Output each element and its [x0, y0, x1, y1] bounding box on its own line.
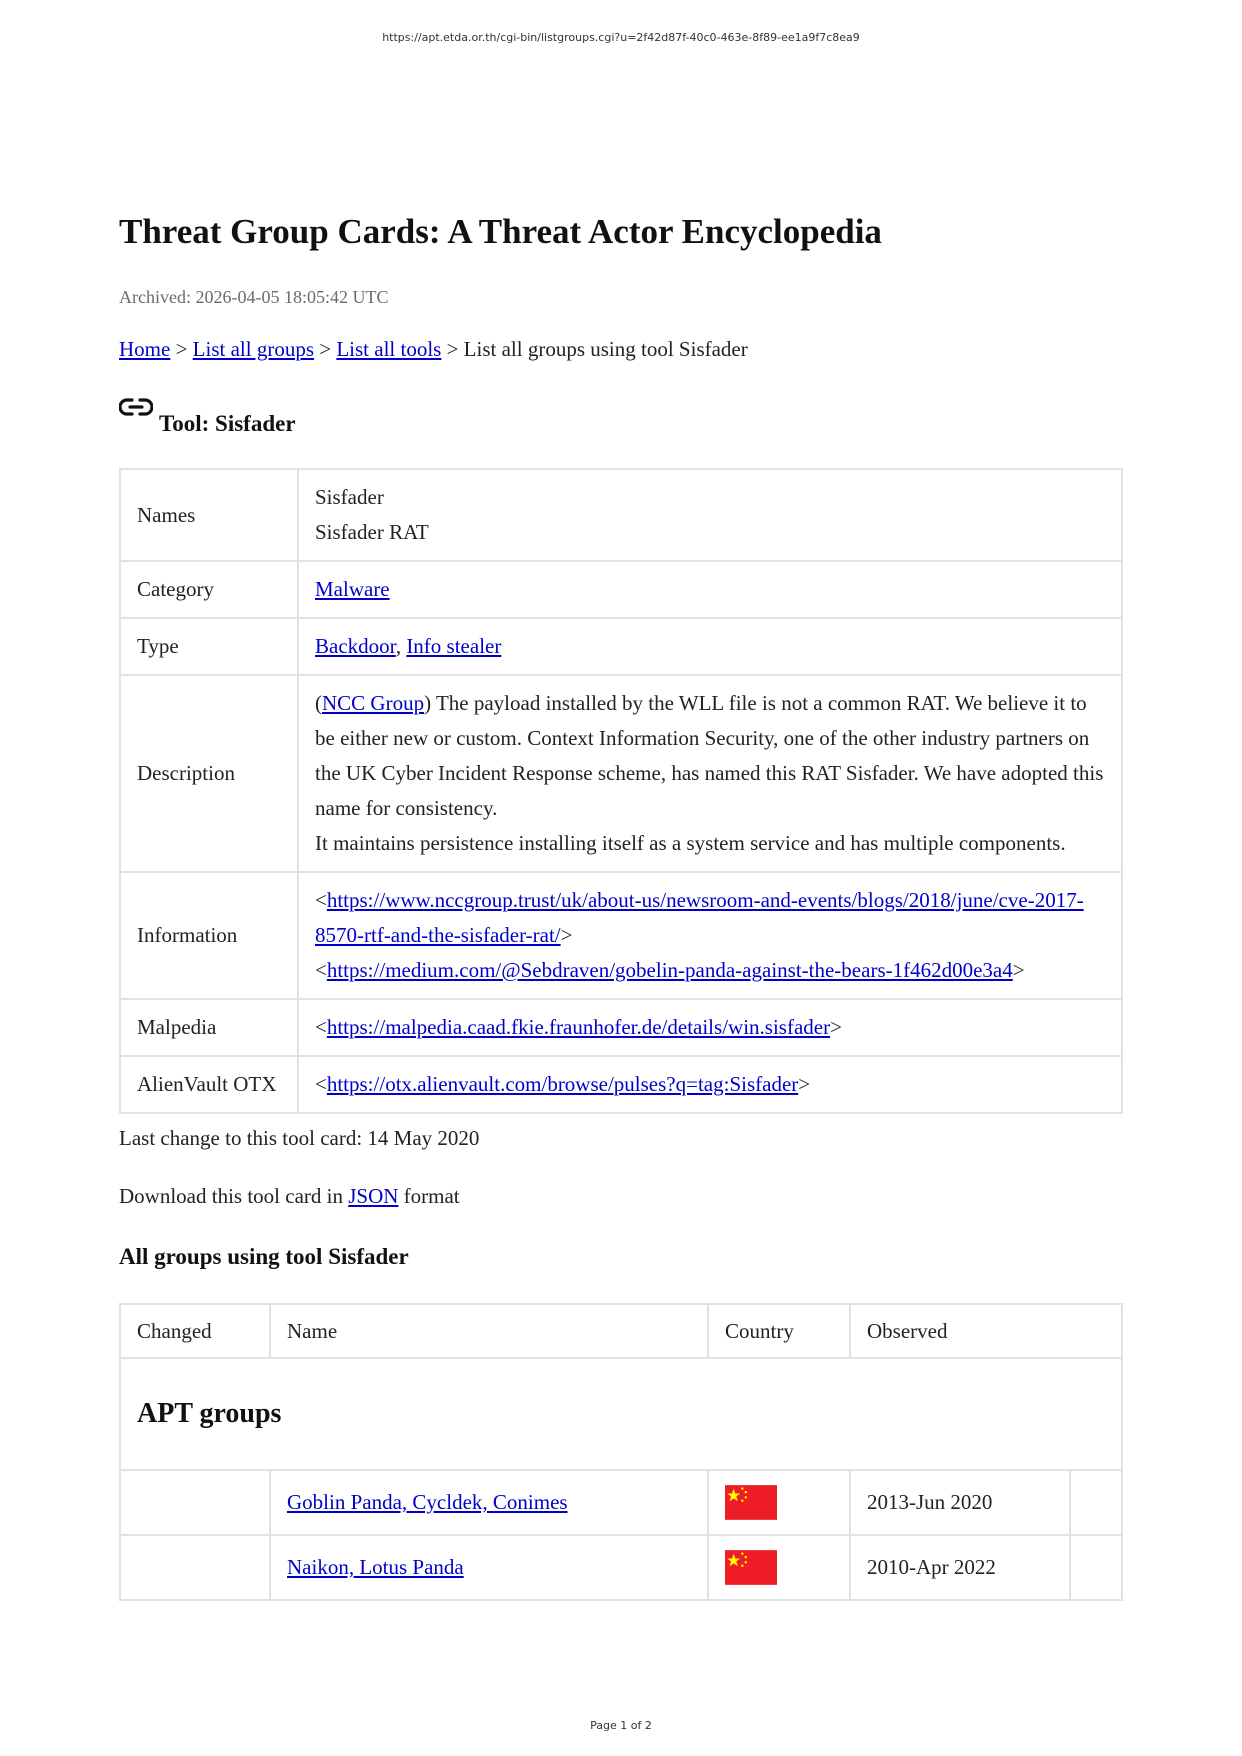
changed-cell [120, 1535, 270, 1600]
observed-cell: 2013-Jun 2020 [850, 1470, 1070, 1535]
malpedia-value [298, 999, 1122, 1056]
names-row [120, 469, 1122, 561]
table-row [120, 1470, 1122, 1535]
angle-open: < [315, 1015, 327, 1039]
section-title [120, 1358, 1122, 1470]
country-cell [708, 1470, 850, 1535]
otx-value [298, 1056, 1122, 1113]
description-paragraph-2: It maintains persistence installing itself as a system service and has multiple components. [315, 831, 1066, 855]
column-header-country: Country [708, 1304, 850, 1358]
tool-heading-text: Tool: Sisfader [159, 411, 296, 436]
angle-close: > [830, 1015, 842, 1039]
country-cell [708, 1535, 850, 1600]
groups-table [119, 1303, 1123, 1601]
category-value [298, 561, 1122, 618]
category-label: Category [120, 561, 298, 618]
angle-open: < [315, 958, 327, 982]
category-row [120, 561, 1122, 618]
group-link-goblin-panda[interactable]: Goblin Panda, Cycldek, Conimes [287, 1490, 568, 1514]
breadcrumb-list-tools-link[interactable]: List all tools [336, 337, 442, 361]
archived-timestamp: Archived: 2026-04-05 18:05:42 UTC [119, 287, 389, 307]
angle-close: > [798, 1072, 811, 1096]
breadcrumb-list-groups-link[interactable]: List all groups [192, 337, 314, 361]
description-paragraph [315, 686, 1105, 826]
type-separator: , [395, 634, 407, 658]
type-info-stealer-link[interactable]: Info stealer [406, 634, 502, 658]
breadcrumb [119, 337, 748, 362]
breadcrumb-separator: > [314, 337, 337, 361]
china-flag-icon [725, 1485, 777, 1520]
group-name-cell [270, 1535, 708, 1600]
groups-heading: All groups using tool Sisfader [119, 1244, 409, 1269]
ncc-group-link[interactable]: NCC Group [322, 691, 425, 715]
information-row [120, 872, 1122, 999]
breadcrumb-current: > List all groups using tool Sisfader [441, 337, 748, 361]
information-item [315, 953, 1105, 988]
description-open-paren: ( [315, 691, 322, 715]
information-item [315, 883, 1105, 953]
description-label: Description [120, 675, 298, 872]
groups-table-header [120, 1304, 1122, 1358]
otx-label: AlienVault OTX [120, 1056, 298, 1113]
group-link-naikon[interactable]: Naikon, Lotus Panda [287, 1555, 464, 1579]
page-url-header: https://apt.etda.or.th/cgi-bin/listgroups.cgi?u=2f42d87f-40c0-463e-8f89-ee1a9f7c8ea9 [382, 31, 860, 44]
malpedia-link[interactable]: https://malpedia.caad.fkie.fraunhofer.de/details/win.sisfader [326, 1015, 831, 1039]
angle-close: > [560, 923, 573, 947]
column-header-observed: Observed [850, 1304, 1122, 1358]
group-name-cell [270, 1470, 708, 1535]
medium-article-link[interactable]: https://medium.com/@Sebdraven/gobelin-panda-against-the-bears-1f462d00e3a4 [326, 958, 1013, 982]
malpedia-row [120, 999, 1122, 1056]
column-header-name: Name [270, 1304, 708, 1358]
empty-cell [1070, 1535, 1122, 1600]
page-number: Page 1 of 2 [590, 1719, 652, 1732]
download-suffix: format [398, 1184, 460, 1208]
information-value [298, 872, 1122, 999]
page-title: Threat Group Cards: A Threat Actor Encyclopedia [119, 212, 882, 251]
category-malware-link[interactable]: Malware [315, 577, 390, 601]
empty-cell [1070, 1470, 1122, 1535]
malpedia-label: Malpedia [120, 999, 298, 1056]
otx-row [120, 1056, 1122, 1113]
names-label: Names [120, 469, 298, 561]
breadcrumb-separator: > [170, 337, 193, 361]
description-text: ) The payload installed by the WLL file is not a common RAT. We believe it to be either new or custom. Context Information Security, one of the other industry partners on the UK Cyber Incident Response scheme, has named this RAT Sisfader. We have adopted this name for consistency. [315, 691, 1104, 820]
table-row [120, 1535, 1122, 1600]
name-item: Sisfader RAT [315, 520, 429, 544]
angle-open: < [315, 1072, 327, 1096]
nccgroup-blog-link[interactable]: https://www.nccgroup.trust/uk/about-us/newsroom-and-events/blogs/2018/june/cve-2017-8570-rtf-and-the-sisfader-rat/ [315, 888, 1084, 947]
type-backdoor-link[interactable]: Backdoor [315, 634, 396, 658]
observed-cell: 2010-Apr 2022 [850, 1535, 1070, 1600]
tool-heading [119, 399, 296, 437]
section-row [120, 1358, 1122, 1470]
type-value [298, 618, 1122, 675]
otx-link[interactable]: https://otx.alienvault.com/browse/pulses?q=tag:Sisfader [326, 1072, 799, 1096]
json-download-link[interactable]: JSON [348, 1184, 399, 1208]
china-flag-icon [725, 1550, 777, 1585]
download-line [119, 1184, 460, 1209]
column-header-changed: Changed [120, 1304, 270, 1358]
name-item: Sisfader [315, 485, 384, 509]
link-icon [119, 396, 153, 418]
changed-cell [120, 1470, 270, 1535]
type-label: Type [120, 618, 298, 675]
description-value [298, 675, 1122, 872]
breadcrumb-home-link[interactable]: Home [119, 337, 171, 361]
names-value [298, 469, 1122, 561]
section-title-text: APT groups [137, 1398, 282, 1429]
last-change-text: Last change to this tool card: 14 May 2020 [119, 1126, 480, 1150]
description-row [120, 675, 1122, 872]
tool-info-table [119, 468, 1123, 1114]
angle-close: > [1012, 958, 1025, 982]
information-label: Information [120, 872, 298, 999]
type-row [120, 618, 1122, 675]
angle-open: < [315, 888, 327, 912]
download-prefix: Download this tool card in [119, 1184, 349, 1208]
